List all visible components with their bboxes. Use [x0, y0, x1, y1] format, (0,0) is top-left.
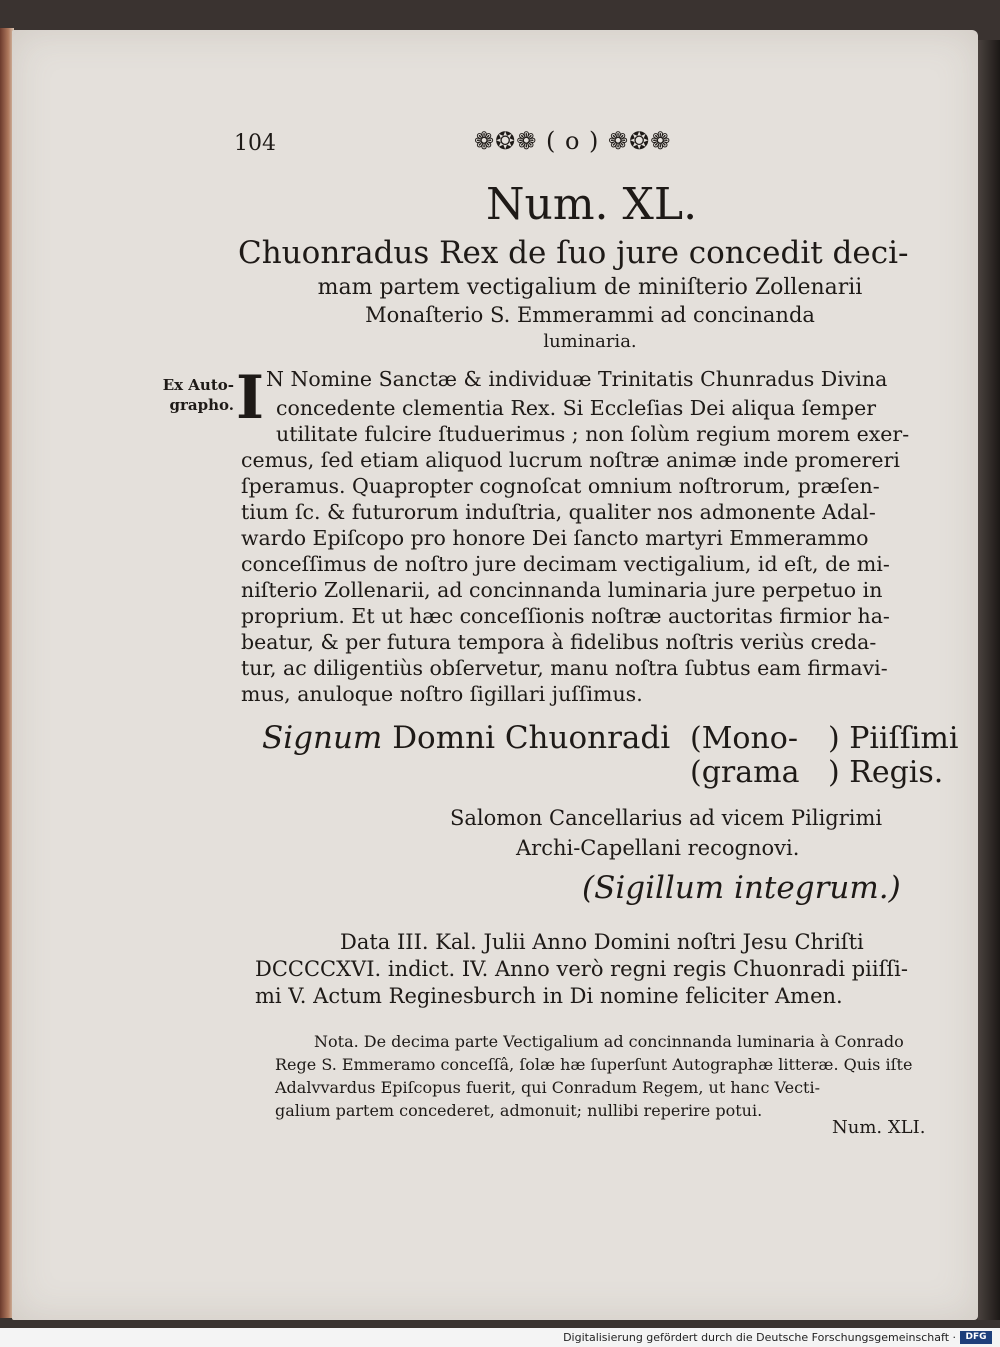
- footnote-line: galium partem concederet, admonuit; nullibi reperire potui.: [275, 1101, 763, 1120]
- heading-line-3: Monaſterio S. Emmerammi ad concinanda: [365, 303, 815, 327]
- signum-word: Signum: [262, 720, 383, 756]
- regis-label: [828, 722, 958, 790]
- regis-line: ) Regis.: [828, 755, 944, 790]
- footnote-line: Adalvvardus Epiſcopus fuerit, qui Conradum Regem, ut hanc Vecti-: [275, 1078, 820, 1097]
- heading-line-2: mam partem vectigalium de miniſterio Zollenarii: [317, 275, 863, 300]
- date-line: DCCCCXVI. indict. IV. Anno verò regni regis Chuonradi piiſſi-: [255, 957, 908, 981]
- recognition-line: Archi-Capellani recognovi.: [516, 836, 800, 860]
- body-line: cemus, ſed etiam aliquod lucrum noſtræ animæ inde promereri: [241, 448, 900, 472]
- dfg-logo-icon: DFG: [960, 1331, 992, 1344]
- document-title: Num. XL.: [486, 179, 698, 230]
- digitization-footer: [0, 1328, 1000, 1347]
- recognition-line: Salomon Cancellarius ad vicem Piligrimi: [450, 806, 883, 830]
- regis-line: ) Piiſſimi: [828, 721, 959, 756]
- margin-note-line: grapho.: [169, 396, 234, 414]
- margin-note-line: Ex Auto-: [162, 376, 234, 394]
- body-line: tium ſc. & futurorum induſtria, qualiter nos admonente Adal-: [241, 500, 876, 524]
- margin-note: [150, 375, 234, 415]
- body-line: wardo Epiſcopo pro honore Dei ſancto martyri Emmerammo: [241, 526, 869, 550]
- page-number: 104: [234, 131, 276, 156]
- body-line: tur, ac diligentiùs obſervetur, manu noſtra ſubtus eam firmavi-: [241, 656, 888, 680]
- signum-line: [262, 720, 670, 756]
- date-line: Data III. Kal. Julii Anno Domini noſtri Jesu Chriſti: [340, 930, 864, 954]
- body-line: N Nomine Sanctæ & individuæ Trinitatis Chunradus Divina: [266, 367, 888, 391]
- page-edge-shadow: [978, 40, 1000, 1320]
- monogram-line: (grama: [690, 755, 800, 790]
- body-line: beatur, & per futura tempora à fidelibus noſtris veriùs creda-: [241, 630, 877, 654]
- recognition-block: [450, 803, 882, 863]
- drop-cap: I: [236, 363, 265, 433]
- body-line: proprium. Et ut hæc conceſſionis noſtræ auctoritas firmior ha-: [241, 604, 890, 628]
- body-line: concedente clementia Rex. Si Eccleſias Dei aliqua ſemper: [276, 396, 877, 420]
- catchword: Num. XLI.: [832, 1117, 926, 1138]
- seal-note: (Sigillum integrum.): [582, 870, 901, 906]
- heading-line-1: Chuonradus Rex de ſuo jure concedit deci-: [238, 235, 909, 271]
- body-line: niſterio Zollenarii, ad concinnanda luminaria jure perpetuo in: [241, 578, 883, 602]
- footnote-line: Nota. De decima parte Vectigalium ad concinnanda luminaria à Conrado: [314, 1032, 904, 1051]
- digitization-note: Digitalisierung gefördert durch die Deutsche Forschungsgemeinschaft ·: [563, 1331, 956, 1344]
- body-line: ſperamus. Quapropter cognoſcat omnium noſtrorum, præſen-: [241, 474, 880, 498]
- footnote-line: Rege S. Emmeramo conceſſâ, ſolæ hæ ſuperſunt Autographæ litteræ. Quis iſte: [275, 1055, 913, 1074]
- body-line: utilitate fulcire ſtuduerimus ; non ſolùm regium morem exer-: [276, 422, 910, 446]
- heading-line-4: luminaria.: [543, 331, 637, 352]
- monogram-label: [690, 722, 799, 790]
- date-line: mi V. Actum Reginesburch in Di nomine feliciter Amen.: [255, 984, 843, 1008]
- running-header: ❁❂❁ ( o ) ❁❂❁: [474, 127, 672, 155]
- signum-name: Domni Chuonradi: [392, 720, 671, 756]
- monogram-line: (Mono-: [690, 721, 799, 756]
- body-line: mus, anuloque noſtro ſigillari juſſimus.: [241, 682, 643, 706]
- body-line: conceſſimus de noſtro jure decimam vectigalium, id eſt, de mi-: [241, 552, 890, 576]
